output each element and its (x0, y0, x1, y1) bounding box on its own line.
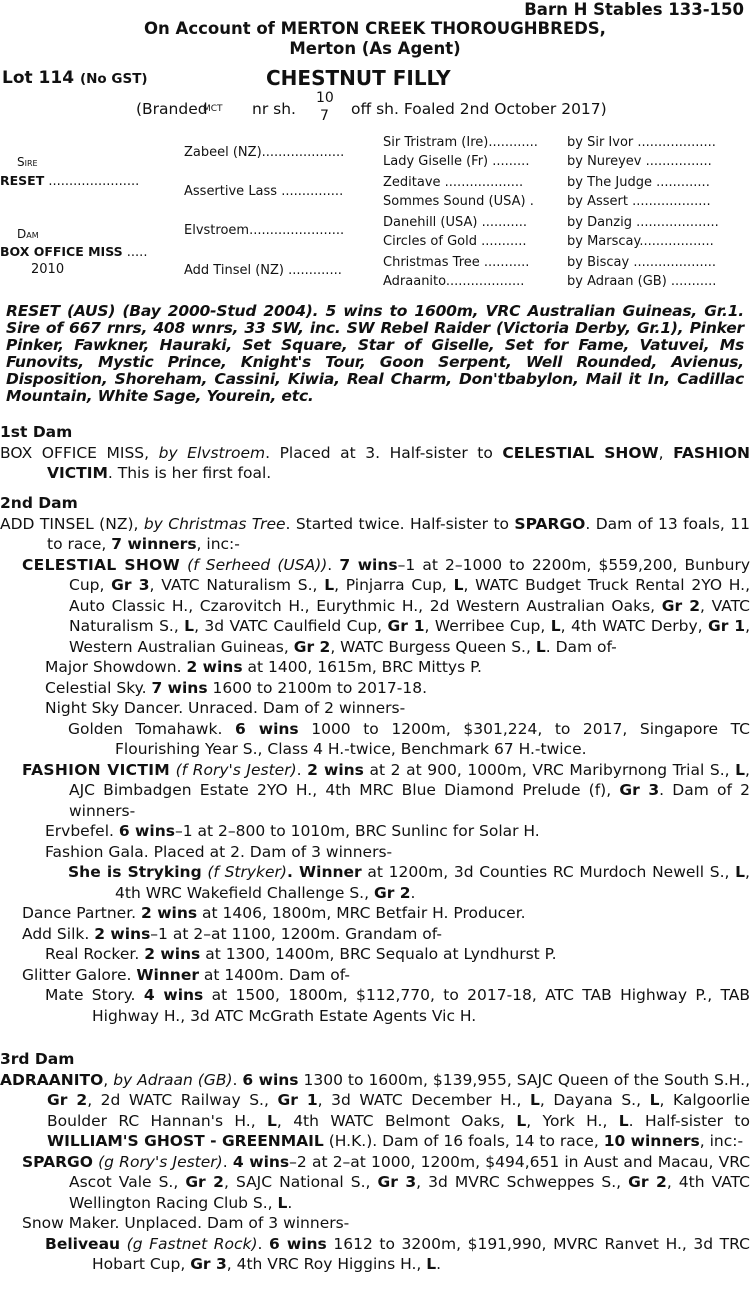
gen4-2: by Nureyev ................ (567, 154, 712, 169)
second-dam-entry: ADD TINSEL (NZ), by Christmas Tree. Started twice. Half-sister to SPARGO. Dam of 13 foals, 11 to race, 7 winners, inc:- (0, 514, 750, 553)
list-item: Beliveau (g Fastnet Rock). 6 wins 1612 to 3200m, $191,990, MVRC Ranvet H., 3d TRC Hobart Cup, Gr 3, 4th VRC Roy Higgins H., L. (45, 1234, 750, 1273)
gen4-1: by Sir Ivor ................... (567, 135, 716, 150)
third-dam-section (0, 1049, 750, 1275)
dam-year: 2010 (31, 262, 65, 277)
agent-line: Merton (As Agent) (289, 39, 461, 58)
list-item: She is Stryking (f Stryker). Winner at 1200m, 3d Counties RC Murdoch Newell S., L, 4th WRC Wakefield Challenge S., Gr 2. (68, 863, 750, 902)
vendor-line: On Account of MERTON CREEK THOROUGHBREDS, (144, 19, 606, 38)
gen4-5: by Danzig .................... (567, 215, 719, 230)
gen3-5: Danehill (USA) ........... (383, 215, 528, 230)
list-item: Glitter Galore. Winner at 1400m. Dam of- (22, 965, 350, 984)
gen4-3: by The Judge ............. (567, 175, 710, 190)
list-item: Ervbefel. 6 wins–1 at 2–800 to 1010m, BRC Sunlinc for Solar H. (45, 822, 540, 840)
gen3-1: Sir Tristram (Ire)............ (383, 135, 538, 150)
third-dam-entry: ADRAANITO, by Adraan (GB). 6 wins 1300 to 1600m, $139,955, SAJC Queen of the South S.H., Gr 2, 2d WATC Railway S., Gr 1, 3d WATC December H., L, Dayana S., L, Kalgoorlie Boulder RC Hannan's H., L, 4th WATC Belmont Oaks, L, York H., L. Half-sister to WILLIAM'S GHOST - GREENMAIL (H.K.). Dam of 16 foals, 14 to race, 10 winners, inc:- (0, 1070, 750, 1150)
gen4-7: by Biscay .................... (567, 255, 716, 270)
list-item: SPARGO (g Rory's Jester). 4 wins–2 at 2–at 1000, 1200m, $494,651 in Aust and Macau, VRC Ascot Vale S., Gr 2, SAJC National S., Gr 3, 3d MVRC Schweppes S., Gr 2, 4th VATC Wellington Racing Club S., L. (22, 1152, 750, 1212)
dam-sire: Elvstroem....................... (184, 223, 345, 238)
sire-summary: RESET (AUS) (Bay 2000-Stud 2004). 5 wins to 1600m, VRC Australian Guineas, Gr.1. Sire of 667 rnrs, 408 wnrs, 33 SW, inc. SW Rebel Raider (Victoria Derby, Gr.1), Pinker Pinker, Fawkner, Hauraki, Set Square, Star of Giselle, Set for Fame, Vatuvei, Ms Funovits, Mystic Prince, Knight's Tour, Goon Serpent, Well Rounded, Avienus, Disposition, Shoreham, Cassini, Kiwia, Real Charm, Don'tbabylon, Mail it In, Cadillac Mountain, White Sage, Yourein, etc. (6, 302, 744, 405)
list-item: Real Rocker. 2 wins at 1300, 1400m, BRC Sequalo at Lyndhurst P. (45, 945, 557, 963)
sire-name: RESET ...................... (0, 173, 140, 189)
list-item: Night Sky Dancer. Unraced. Dam of 2 winners- (45, 699, 406, 717)
barn-location: Barn H Stables 133-150 (524, 0, 744, 19)
list-item: Golden Tomahawk. 6 wins 1000 to 1200m, $301,224, to 2017, Singapore TC Flourishing Year S., Class 4 H.-twice, Benchmark 67 H.-twice. (68, 719, 750, 758)
gen3-4: Sommes Sound (USA) . (383, 194, 534, 209)
third-dam-heading: 3rd Dam (0, 1050, 75, 1068)
list-item: Dance Partner. 2 wins at 1406, 1800m, MRC Betfair H. Producer. (22, 904, 526, 922)
first-dam-heading: 1st Dam (0, 423, 73, 441)
second-dam-heading: 2nd Dam (0, 494, 78, 512)
lot-number: Lot 114 (No GST) (2, 68, 148, 88)
list-item: Major Showdown. 2 wins at 1400, 1615m, BRC Mittys P. (45, 658, 482, 676)
sire-label: Sire (17, 155, 38, 169)
first-dam-entry: BOX OFFICE MISS, by Elvstroem. Placed at 3. Half-sister to CELESTIAL SHOW, FASHION VICTIM. This is her first foal. (0, 443, 750, 482)
list-item: CELESTIAL SHOW (f Serheed (USA)). 7 wins–1 at 2–1000 to 2200m, $559,200, Bunbury Cup, Gr 3, VATC Naturalism S., L, Pinjarra Cup, L, WATC Budget Truck Rental 2YO H., Auto Classic H., Czarovitch H., Eurythmic H., 2d Western Australian Oaks, Gr 2, VATC Naturalism S., L, 3d VATC Caulfield Cup, Gr 1, Werribee Cup, L, 4th WATC Derby, Gr 1, Western Australian Guineas, Gr 2, WATC Burgess Queen S., L. Dam of- (22, 555, 750, 656)
dam-label: Dam (17, 227, 39, 241)
gen4-8: by Adraan (GB) ........... (567, 274, 717, 289)
gen3-8: Adraanito................... (383, 274, 525, 289)
grandsire: Zabeel (NZ).................... (184, 145, 345, 160)
gen3-7: Christmas Tree ........... (383, 255, 530, 270)
gen4-6: by Marscay.................. (567, 234, 714, 249)
page-title: CHESTNUT FILLY (266, 66, 451, 90)
granddam: Add Tinsel (NZ) ............. (184, 263, 342, 278)
list-item: Fashion Gala. Placed at 2. Dam of 3 winners- (45, 842, 393, 861)
gen3-2: Lady Giselle (Fr) ......... (383, 154, 530, 169)
second-dam-section (0, 493, 750, 1026)
list-item: Snow Maker. Unplaced. Dam of 3 winners- (22, 1214, 350, 1232)
list-item: FASHION VICTIM (f Rory's Jester). 2 wins at 2 at 900, 1000m, VRC Maribyrnong Trial S., L, AJC Bimbadgen Estate 2YO H., 4th MRC Blue Diamond Prelude (f), Gr 3. Dam of 2 winners- (22, 760, 750, 820)
dam-name: BOX OFFICE MISS ..... (0, 244, 148, 260)
gen3-3: Zeditave ................... (383, 175, 524, 190)
list-item: Add Silk. 2 wins–1 at 2–at 1100, 1200m. Grandam of- (22, 924, 442, 943)
gen4-4: by Assert ................... (567, 194, 711, 209)
brand-mark: MCT (203, 104, 223, 114)
list-item: Mate Story. 4 wins at 1500, 1800m, $112,770, to 2017-18, ATC TAB Highway P., TAB Highway H., 3d ATC McGrath Estate Agents Vic H. (45, 986, 750, 1025)
first-dam-section (0, 422, 750, 484)
sire-dam: Assertive Lass ............... (184, 184, 344, 199)
list-item: Celestial Sky. 7 wins 1600 to 2100m to 2017-18. (45, 678, 427, 697)
gen3-6: Circles of Gold ........... (383, 234, 527, 249)
